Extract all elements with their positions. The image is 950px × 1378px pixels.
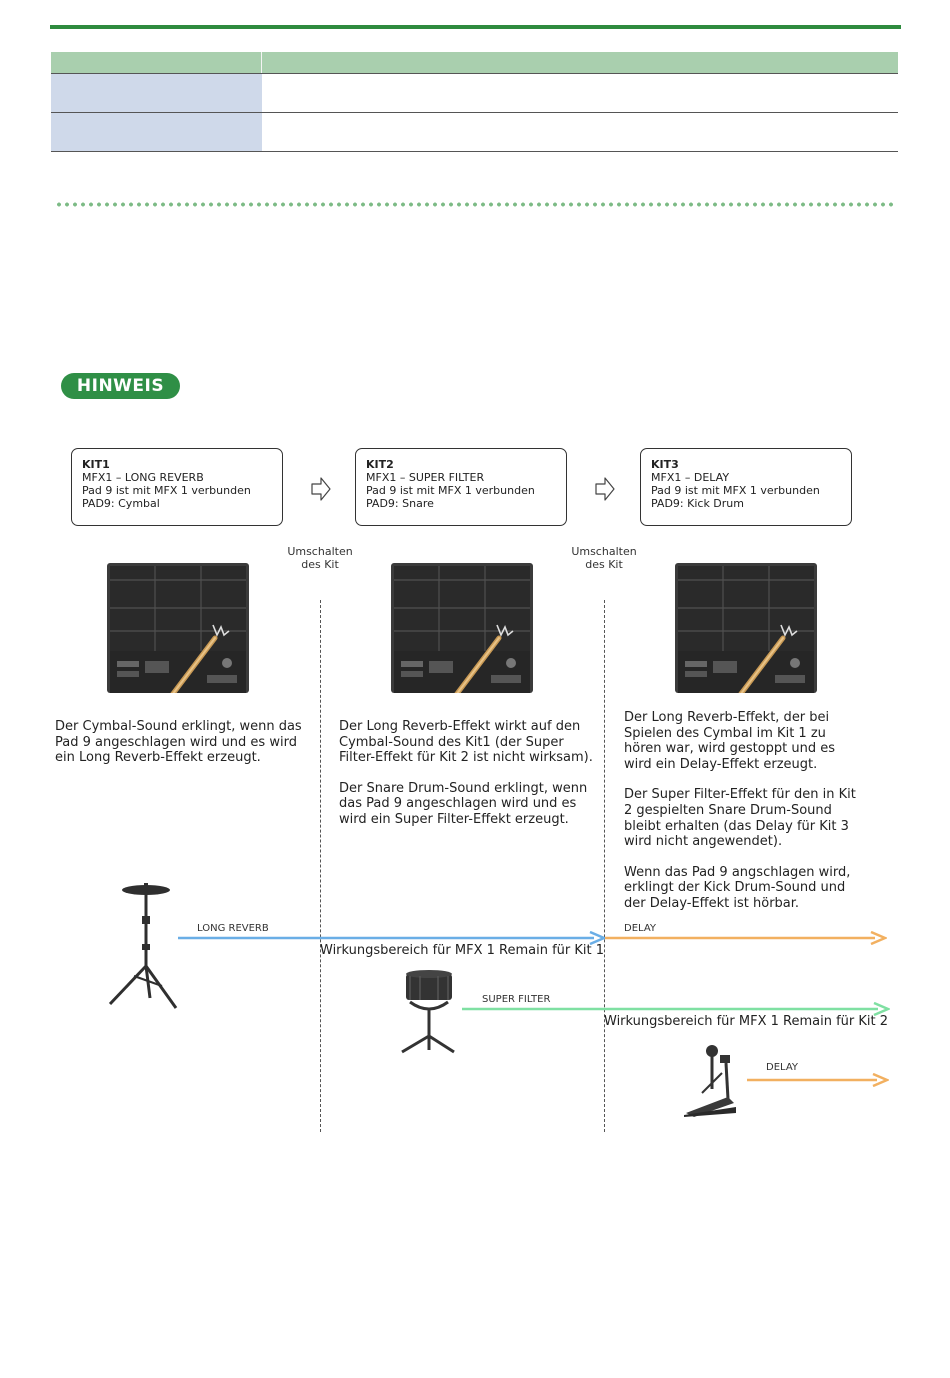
kit1-description [55, 719, 310, 781]
description-paragraph: Der Long Reverb-Effekt, der bei Spielen des Cymbal im Kit 1 zu hören war, wird gestoppt und es wird ein Delay-Effekt erzeugt. [624, 710, 836, 772]
table-header-row [51, 52, 898, 74]
table-cell [51, 113, 262, 152]
hinweis-badge: HINWEIS [61, 373, 180, 399]
switch-label-line: des Kit [301, 558, 339, 571]
kit-separator-line [320, 600, 321, 1132]
kit1-box [71, 448, 283, 526]
kit-pad-link: Pad 9 ist mit MFX 1 verbunden [366, 484, 535, 497]
switch-kit-label [564, 545, 644, 571]
drum-pad-device-icon [391, 563, 533, 693]
switch-label-line: des Kit [585, 558, 623, 571]
kit2-description [339, 719, 597, 843]
switch-kit-label [280, 545, 360, 571]
description-paragraph: Der Long Reverb-Effekt wirkt auf den Cymbal-Sound des Kit1 (der Super Filter-Effekt für Kit 2 ist nicht wirksam). [339, 719, 593, 766]
kit-sound: PAD9: Kick Drum [651, 497, 744, 510]
range-kit2-label: Wirkungsbereich für MFX 1 Remain für Kit 2 [604, 1014, 889, 1029]
table-row [51, 113, 898, 152]
kit-title: KIT2 [366, 458, 394, 471]
switch-label-line: Umschalten [287, 545, 353, 558]
kit-sound: PAD9: Snare [366, 497, 434, 510]
dotted-divider [55, 202, 897, 207]
kit-pad-link: Pad 9 ist mit MFX 1 verbunden [651, 484, 820, 497]
kit3-description [624, 710, 864, 927]
kit-title: KIT3 [651, 458, 679, 471]
parameter-table [51, 52, 898, 152]
super-filter-label: SUPER FILTER [482, 994, 551, 1005]
kit-mfx: MFX1 – SUPER FILTER [366, 471, 485, 484]
kit-sound: PAD9: Cymbal [82, 497, 160, 510]
table-cell [262, 113, 899, 152]
kit-pad-link: Pad 9 ist mit MFX 1 verbunden [82, 484, 251, 497]
next-arrow-icon [311, 477, 331, 501]
kick-delay-label: DELAY [766, 1062, 798, 1073]
cymbal-icon [104, 880, 184, 1012]
kit2-box [355, 448, 567, 526]
kick-pedal-icon [682, 1043, 738, 1117]
kick-delay-arrow [747, 1073, 889, 1087]
table-cell [262, 74, 899, 113]
kit-title: KIT1 [82, 458, 110, 471]
snare-drum-icon [398, 968, 458, 1056]
switch-label-line: Umschalten [571, 545, 637, 558]
table-header-cell [51, 52, 262, 74]
range-kit1-label: Wirkungsbereich für MFX 1 Remain für Kit 1 [320, 943, 605, 958]
delay-label: DELAY [624, 923, 656, 934]
drum-pad-device-icon [675, 563, 817, 693]
description-paragraph: Wenn das Pad 9 angschlagen wird, erklingt der Kick Drum-Sound und der Delay-Effekt ist hörbar. [624, 864, 851, 911]
description-paragraph: Der Snare Drum-Sound erklingt, wenn das Pad 9 angeschlagen wird und es wird ein Super Filter-Effekt erzeugt. [339, 780, 588, 827]
table-header-cell [262, 52, 899, 74]
kit-separator-line [604, 600, 605, 1132]
description-paragraph: Der Super Filter-Effekt für den in Kit 2 gespielten Snare Drum-Sound bleibt erhalten (das Delay für Kit 3 wird nicht angewendet). [624, 787, 856, 850]
kit-mfx: MFX1 – LONG REVERB [82, 471, 204, 484]
long-reverb-label: LONG REVERB [197, 923, 269, 934]
kit3-box [640, 448, 852, 526]
drum-pad-device-icon [107, 563, 249, 693]
table-cell [51, 74, 262, 113]
description-paragraph: Der Cymbal-Sound erklingt, wenn das Pad 9 angeschlagen wird und es wird ein Long Reverb-Effekt erzeugt. [55, 719, 302, 766]
next-arrow-icon [595, 477, 615, 501]
kit-mfx: MFX1 – DELAY [651, 471, 730, 484]
table-row [51, 74, 898, 113]
top-rule [50, 25, 901, 29]
